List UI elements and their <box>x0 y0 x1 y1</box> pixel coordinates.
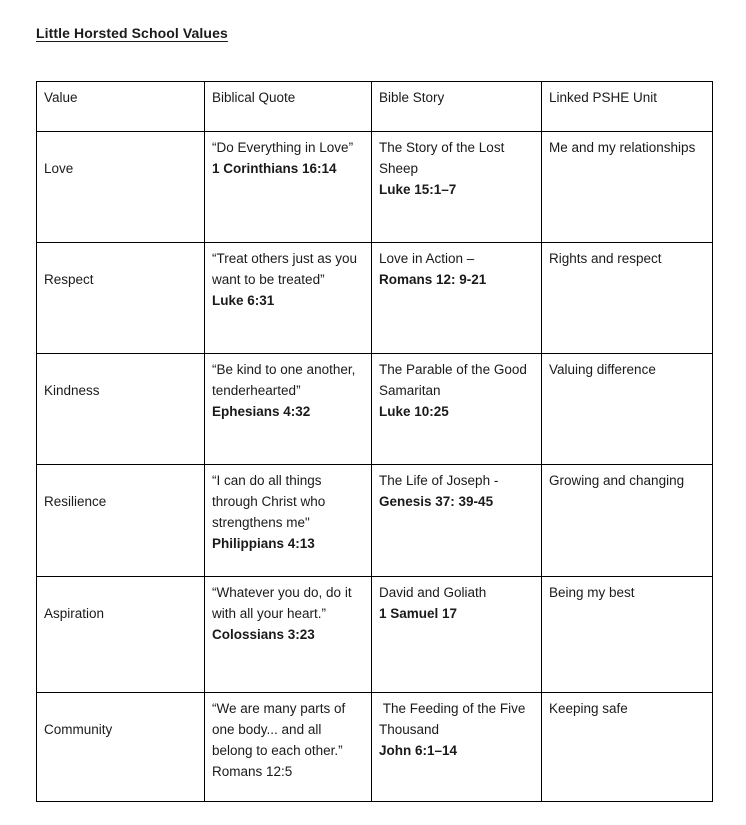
column-header-value: Value <box>44 90 78 105</box>
value-cell <box>37 465 205 577</box>
biblical-quote-reference: Luke 6:31 <box>212 293 275 308</box>
bible-story-reference: Luke 15:1–7 <box>379 182 457 197</box>
biblical-quote-reference: Ephesians 4:32 <box>212 404 311 419</box>
value-label: Aspiration <box>44 606 105 621</box>
header-cell-quote <box>205 82 372 132</box>
story-cell <box>372 577 542 693</box>
pshe-cell <box>542 577 713 693</box>
bible-story-reference: John 6:1–14 <box>379 743 458 758</box>
pshe-unit-label: Rights and respect <box>549 251 662 266</box>
bible-story-title: The Life of Joseph - <box>379 473 499 488</box>
table-row-aspiration <box>37 577 713 693</box>
header-cell-story <box>372 82 542 132</box>
story-cell <box>372 243 542 354</box>
column-header-linked-pshe-unit: Linked PSHE Unit <box>549 90 658 105</box>
story-cell <box>372 693 542 802</box>
table-header-row <box>37 82 713 132</box>
quote-cell <box>205 465 372 577</box>
bible-story-reference: Genesis 37: 39-45 <box>379 494 494 509</box>
quote-cell <box>205 132 372 243</box>
quote-cell <box>205 243 372 354</box>
biblical-quote-text: “Whatever you do, do it with all your heart.” <box>212 585 356 621</box>
table-row-community <box>37 693 713 802</box>
biblical-quote-reference: 1 Corinthians 16:14 <box>212 161 337 176</box>
pshe-unit-label: Being my best <box>549 585 635 600</box>
quote-cell <box>205 577 372 693</box>
value-cell <box>37 243 205 354</box>
quote-cell <box>205 354 372 465</box>
pshe-unit-label: Keeping safe <box>549 701 628 716</box>
bible-story-reference: Romans 12: 9-21 <box>379 272 487 287</box>
biblical-quote-text: “Do Everything in Love” <box>212 140 354 155</box>
value-label: Kindness <box>44 383 100 398</box>
bible-story-reference: Luke 10:25 <box>379 404 449 419</box>
biblical-quote-reference: Romans 12:5 <box>212 764 293 779</box>
pshe-unit-label: Growing and changing <box>549 473 685 488</box>
bible-story-title: Love in Action – <box>379 251 475 266</box>
bible-story-title: David and Goliath <box>379 585 487 600</box>
bible-story-title: The Story of the Lost Sheep <box>379 140 509 176</box>
header-cell-pshe <box>542 82 713 132</box>
biblical-quote-text: “We are many parts of one body... and all belong to each other.” <box>212 701 350 758</box>
biblical-quote-text: “Treat others just as you want to be treated” <box>212 251 361 287</box>
column-header-bible-story: Bible Story <box>379 90 445 105</box>
value-cell <box>37 693 205 802</box>
quote-cell <box>205 693 372 802</box>
header-cell-value <box>37 82 205 132</box>
table-row-resilience <box>37 465 713 577</box>
table-row-love <box>37 132 713 243</box>
biblical-quote-text: “I can do all things through Christ who strengthens me" <box>212 473 330 530</box>
pshe-cell <box>542 132 713 243</box>
value-label: Community <box>44 722 113 737</box>
pshe-cell <box>542 465 713 577</box>
school-values-table <box>36 81 713 802</box>
page-title: Little Horsted School Values <box>36 25 228 41</box>
story-cell <box>372 465 542 577</box>
biblical-quote-reference: Philippians 4:13 <box>212 536 315 551</box>
value-cell <box>37 132 205 243</box>
bible-story-title: The Feeding of the Five Thousand <box>379 701 529 737</box>
pshe-unit-label: Valuing difference <box>549 362 656 377</box>
bible-story-reference: 1 Samuel 17 <box>379 606 458 621</box>
pshe-cell <box>542 354 713 465</box>
table-row-respect <box>37 243 713 354</box>
table-row-kindness <box>37 354 713 465</box>
pshe-cell <box>542 693 713 802</box>
value-cell <box>37 577 205 693</box>
pshe-cell <box>542 243 713 354</box>
biblical-quote-text: “Be kind to one another, tenderhearted” <box>212 362 360 398</box>
value-label: Respect <box>44 272 94 287</box>
value-label: Resilience <box>44 494 107 509</box>
bible-story-title: The Parable of the Good Samaritan <box>379 362 531 398</box>
biblical-quote-reference: Colossians 3:23 <box>212 627 315 642</box>
story-cell <box>372 132 542 243</box>
value-cell <box>37 354 205 465</box>
pshe-unit-label: Me and my relationships <box>549 140 696 155</box>
value-label: Love <box>44 161 74 176</box>
story-cell <box>372 354 542 465</box>
column-header-biblical-quote: Biblical Quote <box>212 90 296 105</box>
